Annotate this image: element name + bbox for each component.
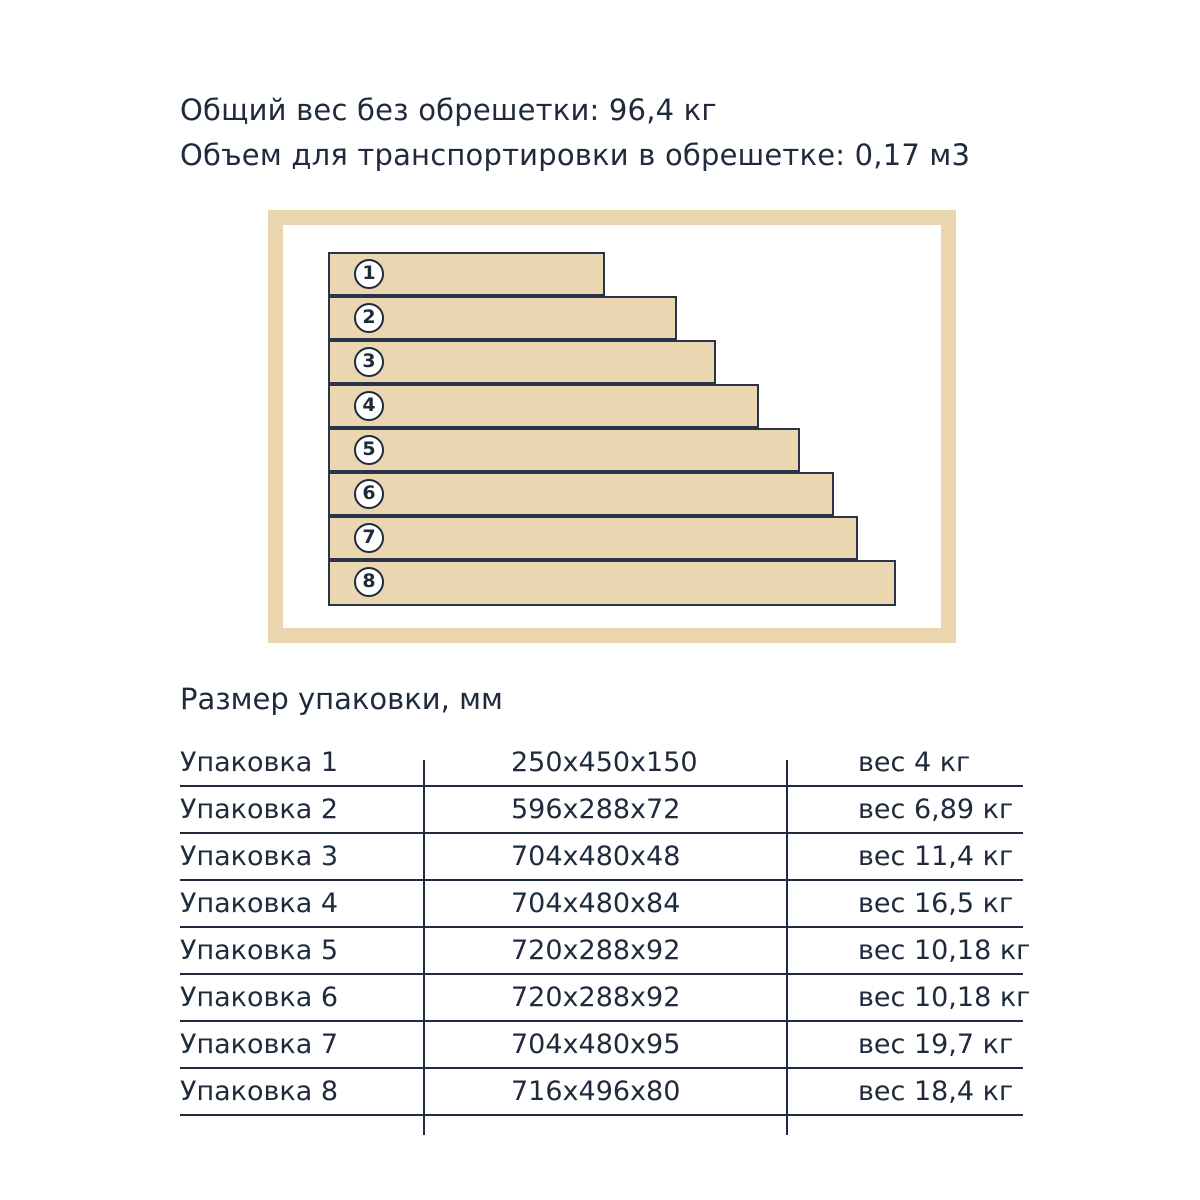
package-box-2	[328, 296, 677, 340]
table-row	[180, 928, 1031, 975]
package-size: 704x480x84	[511, 888, 681, 919]
package-weight: вес 4 кг	[858, 747, 971, 778]
package-weight: вес 6,89 кг	[858, 794, 1014, 825]
package-box-3	[328, 340, 716, 384]
total-weight-text: Общий вес без обрешетки: 96,4 кг	[180, 93, 717, 127]
package-box-5	[328, 428, 800, 472]
package-number-4: 4	[354, 391, 384, 421]
package-box-1	[328, 252, 605, 296]
package-weight: вес 18,4 кг	[858, 1076, 1014, 1107]
transport-volume-text: Объем для транспортировки в обрешетке: 0,17 м3	[180, 138, 971, 172]
package-table	[180, 740, 1031, 1116]
package-weight: вес 19,7 кг	[858, 1029, 1014, 1060]
package-number-7: 7	[354, 523, 384, 553]
table-row	[180, 740, 1023, 787]
package-number-3: 3	[354, 347, 384, 377]
column-divider	[786, 760, 788, 1135]
package-name: Упаковка 5	[180, 935, 339, 966]
package-size: 720x288x92	[511, 935, 681, 966]
column-divider	[423, 760, 425, 1135]
package-box-8	[328, 560, 896, 606]
package-number-1: 1	[354, 259, 384, 289]
package-size: 250x450x150	[511, 747, 698, 778]
package-size: 704x480x95	[511, 1029, 681, 1060]
package-weight: вес 16,5 кг	[858, 888, 1014, 919]
package-number-2: 2	[354, 303, 384, 333]
package-name: Упаковка 3	[180, 841, 339, 872]
package-name: Упаковка 7	[180, 1029, 339, 1060]
table-row	[180, 975, 1031, 1022]
package-weight: вес 10,18 кг	[858, 935, 1031, 966]
sizes-heading: Размер упаковки, мм	[180, 682, 503, 716]
table-row	[180, 881, 1023, 928]
package-box-7	[328, 516, 858, 560]
package-box-4	[328, 384, 759, 428]
table-row	[180, 787, 1023, 834]
table-row	[180, 1022, 1023, 1069]
package-number-6: 6	[354, 479, 384, 509]
package-size: 716x496x80	[511, 1076, 681, 1107]
package-box-6	[328, 472, 834, 516]
package-name: Упаковка 4	[180, 888, 339, 919]
package-size: 596x288x72	[511, 794, 681, 825]
summary	[180, 88, 970, 178]
package-number-5: 5	[354, 435, 384, 465]
package-name: Упаковка 1	[180, 747, 339, 778]
table-row	[180, 1069, 1023, 1116]
package-weight: вес 11,4 кг	[858, 841, 1014, 872]
package-name: Упаковка 8	[180, 1076, 339, 1107]
table-row	[180, 834, 1023, 881]
package-weight: вес 10,18 кг	[858, 982, 1031, 1013]
package-size: 720x288x92	[511, 982, 681, 1013]
package-name: Упаковка 6	[180, 982, 339, 1013]
package-name: Упаковка 2	[180, 794, 339, 825]
package-number-8: 8	[354, 567, 384, 597]
package-size: 704x480x48	[511, 841, 681, 872]
